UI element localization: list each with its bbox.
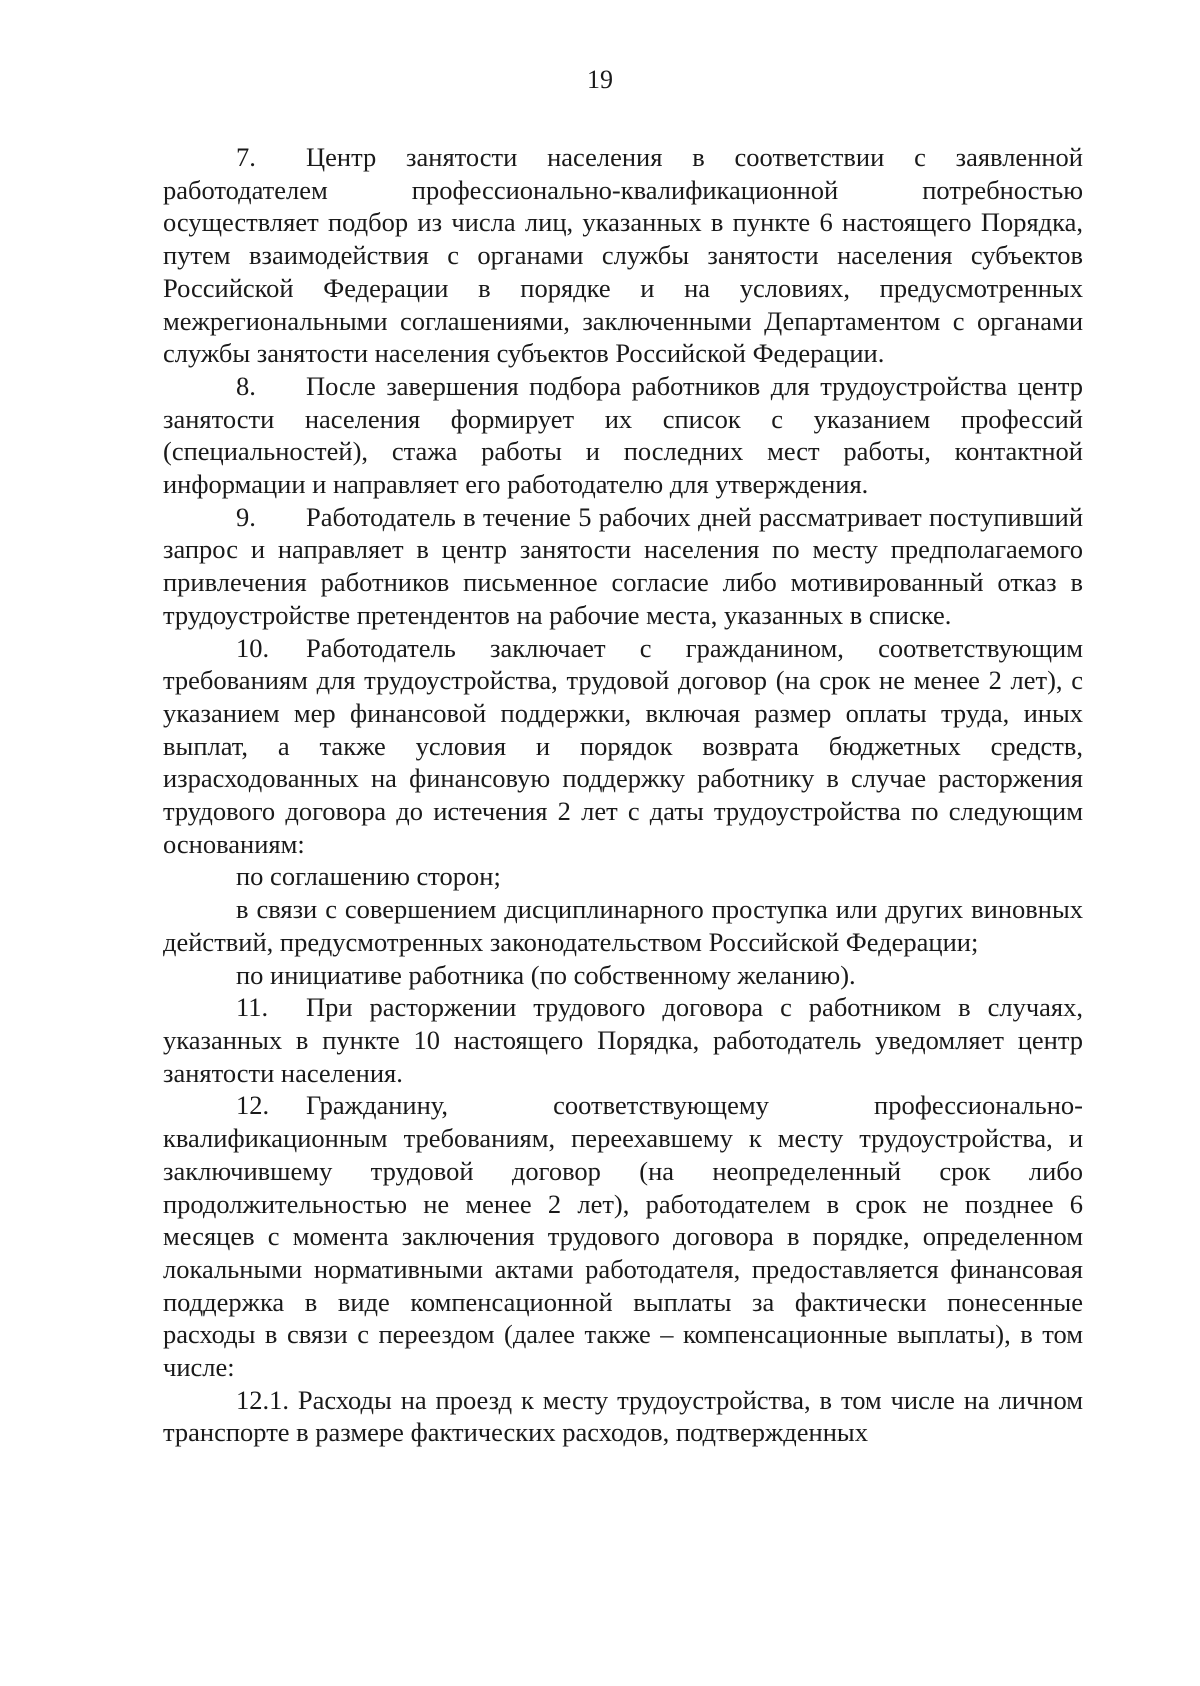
paragraph-text: Центр занятости населения в соответствии с заявленной работодателем профессионально-квалификационной потребностью осуществляет подбор из числа лиц, указанных в пункте 6 настоящего Порядка, путем взаимодействия с органами службы занятости населения субъектов Российской Федерации в порядке и на условиях, предусмотренных межрегиональными соглашениями, заключенными Департаментом с органами службы занятости населения субъектов Российской Федерации. — [163, 142, 1083, 369]
paragraph-7 — [163, 141, 1083, 370]
paragraph-text: После завершения подбора работников для трудоустройства центр занятости населения формирует их список с указанием профессий (специальностей), стажа работы и последних мест работы, контактной информации и направляет его работодателю для утверждения. — [163, 370, 1083, 500]
paragraph-text: 12.1. Расходы на проезд к месту трудоустройства, в том числе на личном транспорте в размере фактических расходов, подтвержденных — [163, 1384, 1083, 1448]
paragraph-text: Работодатель заключает с гражданином, соответствующим требованиям для трудоустройства, трудовой договор (на срок не менее 2 лет), с указанием мер финансовой поддержки, включая размер оплаты труда, иных выплат, а также условия и порядок возврата бюджетных средств, израсходованных на финансовую поддержку работнику в случае расторжения трудового договора до истечения 2 лет с даты трудоустройства по следующим основаниям: — [163, 632, 1083, 859]
paragraph-number: 10. — [236, 632, 270, 663]
paragraph-text: При расторжении трудового договора с работником в случаях, указанных в пункте 10 настоящего Порядка, работодатель уведомляет центр занятости населения. — [163, 992, 1083, 1088]
paragraph-text: Гражданину, соответствующему профессионально-квалификационным требованиям, переехавшему к месту трудоустройства, и заключившему трудовой договор (на неопределенный срок либо продолжительностью не менее 2 лет), работодателем в срок не позднее 6 месяцев с момента заключения трудового договора в порядке, определенном локальными нормативными актами работодателя, предоставляется финансовая поддержка в виде компенсационной выплаты за фактически понесенные расходы в связи с переездом (далее также – компенсационные выплаты), в том числе: — [163, 1090, 1083, 1383]
ground-initiative — [163, 959, 1083, 992]
paragraph-11 — [163, 991, 1083, 1089]
paragraph-12-1 — [163, 1384, 1083, 1449]
paragraph-text: по инициативе работника (по собственному желанию). — [236, 959, 856, 990]
paragraph-text: Работодатель в течение 5 рабочих дней рассматривает поступивший запрос и направляет в центр занятости населения по месту предполагаемого привлечения работников письменное согласие либо мотивированный отказ в трудоустройстве претендентов на рабочие места, указанных в списке. — [163, 501, 1083, 630]
paragraph-number: 8. — [236, 370, 256, 401]
paragraph-10 — [163, 632, 1083, 861]
page-number: 19 — [587, 65, 613, 94]
paragraph-9 — [163, 501, 1083, 632]
paragraph-number: 7. — [236, 142, 256, 172]
ground-disciplinary — [163, 893, 1083, 958]
ground-agreement — [163, 860, 1083, 893]
paragraph-text: в связи с совершением дисциплинарного проступка или других виновных действий, предусмотренных законодательством Российской Федерации; — [163, 894, 1083, 957]
paragraph-text: по соглашению сторон; — [236, 861, 501, 892]
paragraph-12 — [163, 1089, 1083, 1383]
paragraph-number: 11. — [236, 992, 269, 1023]
paragraph-number: 9. — [236, 501, 256, 532]
document-body — [163, 141, 1083, 1449]
paragraph-number: 12. — [236, 1090, 270, 1121]
paragraph-8 — [163, 370, 1083, 501]
